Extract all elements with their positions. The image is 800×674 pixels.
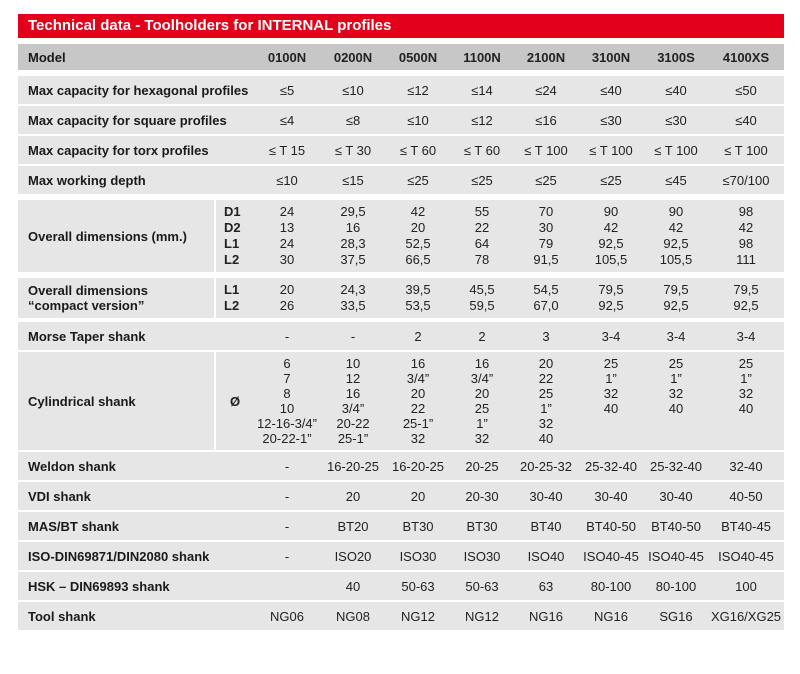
cell-value: ISO30 xyxy=(450,542,514,572)
cell-value: BT40 xyxy=(514,512,578,542)
cell-value: 42 xyxy=(738,220,754,235)
cell-value: 24 xyxy=(279,236,295,251)
row-label: Tool shank xyxy=(18,602,254,632)
cell-value: - xyxy=(320,322,386,352)
cell-value: ISO40-45 xyxy=(644,542,708,572)
cell-value: ≤16 xyxy=(514,106,578,136)
cell-value: 91,5 xyxy=(533,252,559,267)
cell-value: 50-63 xyxy=(450,572,514,602)
cell-value: 3/4” xyxy=(406,371,430,386)
cell-value: ≤5 xyxy=(254,76,320,106)
cell-value: 70 xyxy=(538,204,554,219)
cell-value: 6 xyxy=(283,356,291,371)
cell-value: 40 xyxy=(603,401,619,416)
cell-value: 3 xyxy=(514,322,578,352)
row-iso xyxy=(18,542,784,572)
row-torx xyxy=(18,136,784,166)
cell-value: ≤70/100 xyxy=(708,166,784,196)
row-label xyxy=(18,278,214,320)
table-title: Technical data - Toolholders for INTERNAL profiles xyxy=(18,14,784,38)
cell-value: 30 xyxy=(279,252,295,267)
cell-value: NG12 xyxy=(450,602,514,632)
cell-value: 25-1” xyxy=(337,431,369,446)
header-model-3100s: 3100S xyxy=(644,44,708,72)
cell-value: 20-22-1” xyxy=(262,431,312,446)
cell-value: ≤12 xyxy=(386,76,450,106)
cell-value: NG08 xyxy=(320,602,386,632)
cell-values xyxy=(578,352,644,452)
row-square xyxy=(18,106,784,136)
cell-value: BT40-50 xyxy=(578,512,644,542)
cell-value: 22 xyxy=(474,220,490,235)
cell-value: 25 xyxy=(474,401,490,416)
row-label: ISO-DIN69871/DIN2080 shank xyxy=(18,542,254,572)
header-model-0200n: 0200N xyxy=(320,44,386,72)
technical-data-table xyxy=(18,44,784,632)
row-overall xyxy=(18,200,784,274)
cell-value: - xyxy=(254,512,320,542)
cell-value: NG16 xyxy=(578,602,644,632)
cell-value: 20-22 xyxy=(336,416,370,431)
cell-value: 67,0 xyxy=(533,298,559,313)
cell-value: 25 xyxy=(538,386,554,401)
cell-value: ≤30 xyxy=(578,106,644,136)
cell-value: 25-32-40 xyxy=(578,452,644,482)
cell-value: 64 xyxy=(474,236,490,251)
header-model-4100xs: 4100XS xyxy=(708,44,784,72)
cell-values xyxy=(386,352,450,452)
cell-values xyxy=(450,200,514,274)
cell-value: 80-100 xyxy=(644,572,708,602)
cell-value: 7 xyxy=(283,371,291,386)
cell-value: ≤ T 100 xyxy=(514,136,578,166)
cell-values xyxy=(644,200,708,274)
cell-value: 92,5 xyxy=(663,298,689,313)
cell-value: ≤25 xyxy=(514,166,578,196)
cell-value: 12 xyxy=(345,371,361,386)
cell-value: 20 xyxy=(474,386,490,401)
row-label-line: Overall dimensions xyxy=(28,283,148,298)
sub-label: L2 xyxy=(224,298,240,313)
cell-value: BT30 xyxy=(386,512,450,542)
cell-values xyxy=(450,352,514,452)
cell-value: 16-20-25 xyxy=(386,452,450,482)
cell-values xyxy=(254,278,320,320)
cell-value: 40 xyxy=(668,401,684,416)
cell-value: 42 xyxy=(603,220,619,235)
cell-value: 3-4 xyxy=(644,322,708,352)
cell-value: ≤45 xyxy=(644,166,708,196)
cell-value: 25 xyxy=(668,356,684,371)
cell-value: ≤10 xyxy=(386,106,450,136)
cell-value: ISO40 xyxy=(514,542,578,572)
cell-value: 25-32-40 xyxy=(644,452,708,482)
cell-values xyxy=(450,278,514,320)
cell-value: 98 xyxy=(738,204,754,219)
header-row xyxy=(18,44,784,72)
cell-values xyxy=(320,200,386,274)
cell-value: 92,5 xyxy=(663,236,689,251)
cell-value: 52,5 xyxy=(405,236,431,251)
cell-value: 20 xyxy=(538,356,554,371)
cell-value: 13 xyxy=(279,220,295,235)
sub-labels xyxy=(214,200,254,274)
cell-value: ≤40 xyxy=(578,76,644,106)
row-label: Weldon shank xyxy=(18,452,254,482)
cell-value: ≤25 xyxy=(450,166,514,196)
cell-values xyxy=(708,200,784,274)
cell-value: 42 xyxy=(410,204,426,219)
cell-value: 10 xyxy=(345,356,361,371)
cell-value: 20-30 xyxy=(450,482,514,512)
row-cylindrical xyxy=(18,352,784,452)
cell-values xyxy=(708,278,784,320)
sub-label: L1 xyxy=(224,236,240,251)
cell-value: ISO30 xyxy=(386,542,450,572)
cell-value: 16 xyxy=(345,220,361,235)
cell-value: 37,5 xyxy=(340,252,366,267)
cell-value: ≤ T 15 xyxy=(254,136,320,166)
header-model-3100n: 3100N xyxy=(578,44,644,72)
cell-value: 3-4 xyxy=(578,322,644,352)
cell-value: 54,5 xyxy=(533,282,559,297)
row-label: Overall dimensions (mm.) xyxy=(18,200,214,274)
row-label: Max capacity for torx profiles xyxy=(18,136,254,166)
cell-values xyxy=(578,278,644,320)
cell-value: 2 xyxy=(450,322,514,352)
cell-value: 20 xyxy=(320,482,386,512)
cell-value: 59,5 xyxy=(469,298,495,313)
cell-value: - xyxy=(254,482,320,512)
cell-value: XG16/XG25 xyxy=(708,602,784,632)
cell-value: 22 xyxy=(410,401,426,416)
cell-value: ≤ T 60 xyxy=(450,136,514,166)
table-body xyxy=(18,44,784,632)
cell-value: ≤ T 60 xyxy=(386,136,450,166)
cell-value: ≤8 xyxy=(320,106,386,136)
cell-value: 79,5 xyxy=(598,282,624,297)
cell-value: ≤ T 100 xyxy=(578,136,644,166)
cell-value: ≤25 xyxy=(386,166,450,196)
cell-value: 53,5 xyxy=(405,298,431,313)
sub-labels xyxy=(214,278,254,320)
cell-value: 45,5 xyxy=(469,282,495,297)
cell-value: 8 xyxy=(283,386,291,401)
cell-value: BT40-45 xyxy=(708,512,784,542)
cell-value: 25 xyxy=(738,356,754,371)
cell-value: - xyxy=(254,322,320,352)
sub-label: L1 xyxy=(224,282,240,297)
header-model-0100n: 0100N xyxy=(254,44,320,72)
cell-value: 1” xyxy=(540,401,552,416)
cell-value: BT40-50 xyxy=(644,512,708,542)
cell-value: ≤10 xyxy=(320,76,386,106)
cell-value: 20 xyxy=(410,386,426,401)
row-label: Morse Taper shank xyxy=(18,322,254,352)
cell-value: 55 xyxy=(474,204,490,219)
cell-value: 25-1” xyxy=(402,416,434,431)
cell-values xyxy=(254,200,320,274)
header-model-label: Model xyxy=(18,44,254,72)
cell-values xyxy=(644,352,708,452)
cell-values xyxy=(514,200,578,274)
row-label: Cylindrical shank xyxy=(18,352,214,452)
cell-value: 3-4 xyxy=(708,322,784,352)
row-label: Max working depth xyxy=(18,166,254,196)
row-label: Max capacity for square profiles xyxy=(18,106,254,136)
cell-value: ISO20 xyxy=(320,542,386,572)
cell-value: 30-40 xyxy=(514,482,578,512)
row-label: MAS/BT shank xyxy=(18,512,254,542)
cell-value: 20 xyxy=(410,220,426,235)
cell-value: SG16 xyxy=(644,602,708,632)
cell-value: 29,5 xyxy=(340,204,366,219)
sub-label: D1 xyxy=(224,204,241,219)
cell-value: 100 xyxy=(708,572,784,602)
cell-value: 32 xyxy=(410,431,426,446)
cell-value: 20 xyxy=(279,282,295,297)
row-weldon xyxy=(18,452,784,482)
cell-value: 92,5 xyxy=(598,298,624,313)
cell-values xyxy=(514,278,578,320)
cell-value: ≤10 xyxy=(254,166,320,196)
cell-value: 40 xyxy=(320,572,386,602)
cell-value: ≤ T 100 xyxy=(644,136,708,166)
cell-value: 32 xyxy=(474,431,490,446)
cell-value: 10 xyxy=(279,401,295,416)
cell-value: 30-40 xyxy=(578,482,644,512)
cell-value: 16 xyxy=(345,386,361,401)
cell-value: ≤12 xyxy=(450,106,514,136)
cell-value: 16 xyxy=(474,356,490,371)
cell-values xyxy=(254,352,320,452)
cell-value: 40 xyxy=(738,401,754,416)
header-model-2100n: 2100N xyxy=(514,44,578,72)
row-hex xyxy=(18,76,784,106)
cell-value: 50-63 xyxy=(386,572,450,602)
cell-value: ≤40 xyxy=(644,76,708,106)
cell-value: ≤25 xyxy=(578,166,644,196)
cell-value: 32 xyxy=(738,386,754,401)
cell-value: 33,5 xyxy=(340,298,366,313)
cell-value: ≤24 xyxy=(514,76,578,106)
cell-value: ≤50 xyxy=(708,76,784,106)
cell-value: 79,5 xyxy=(663,282,689,297)
cell-value: 12-16-3/4” xyxy=(257,416,317,431)
sub-label: L2 xyxy=(224,252,240,267)
cell-value: 111 xyxy=(736,252,756,267)
cell-value: 30-40 xyxy=(644,482,708,512)
cell-value: ≤15 xyxy=(320,166,386,196)
cell-value: 92,5 xyxy=(598,236,624,251)
row-hsk xyxy=(18,572,784,602)
row-compact xyxy=(18,278,784,320)
cell-value: BT30 xyxy=(450,512,514,542)
cell-value: 39,5 xyxy=(405,282,431,297)
cell-value: 1” xyxy=(605,371,617,386)
cell-value: 98 xyxy=(738,236,754,251)
row-depth xyxy=(18,166,784,196)
cell-value: 80-100 xyxy=(578,572,644,602)
cell-values xyxy=(386,200,450,274)
cell-value xyxy=(254,572,320,602)
cell-value: NG16 xyxy=(514,602,578,632)
cell-values xyxy=(644,278,708,320)
cell-value: ISO40-45 xyxy=(578,542,644,572)
cell-value: 22 xyxy=(538,371,554,386)
cell-value: 32-40 xyxy=(708,452,784,482)
cell-values xyxy=(386,278,450,320)
cell-value: 3/4” xyxy=(341,401,365,416)
cell-value: ≤14 xyxy=(450,76,514,106)
cell-value: ≤30 xyxy=(644,106,708,136)
row-mas xyxy=(18,512,784,542)
cell-value: 30 xyxy=(538,220,554,235)
row-label: HSK – DIN69893 shank xyxy=(18,572,254,602)
cell-value: 90 xyxy=(668,204,684,219)
cell-value: 20 xyxy=(386,482,450,512)
cell-values xyxy=(578,200,644,274)
cell-value: 3/4” xyxy=(470,371,494,386)
cell-value: NG12 xyxy=(386,602,450,632)
cell-value: 66,5 xyxy=(405,252,431,267)
row-label: VDI shank xyxy=(18,482,254,512)
header-model-0500n: 0500N xyxy=(386,44,450,72)
cell-value: 42 xyxy=(668,220,684,235)
cell-value: 1” xyxy=(670,371,682,386)
cell-value: 92,5 xyxy=(733,298,759,313)
row-vdi xyxy=(18,482,784,512)
cell-values xyxy=(514,352,578,452)
cell-value: 1” xyxy=(476,416,488,431)
cell-value: ≤ T 100 xyxy=(708,136,784,166)
cell-value: 78 xyxy=(474,252,490,267)
row-label-line: “compact version” xyxy=(28,298,145,313)
cell-value: 40-50 xyxy=(708,482,784,512)
cell-value: 28,3 xyxy=(340,236,366,251)
cell-values xyxy=(320,278,386,320)
cell-value: 32 xyxy=(538,416,554,431)
cell-value: 105,5 xyxy=(659,252,693,267)
cell-value: 24 xyxy=(279,204,295,219)
cell-value: 79,5 xyxy=(733,282,759,297)
sub-label: D2 xyxy=(224,220,241,235)
cell-value: 2 xyxy=(386,322,450,352)
cell-value: - xyxy=(254,542,320,572)
cell-value: 79 xyxy=(538,236,554,251)
cell-value: 63 xyxy=(514,572,578,602)
cell-values xyxy=(320,352,386,452)
row-label: Max capacity for hexagonal profiles xyxy=(18,76,254,106)
cell-values xyxy=(708,352,784,452)
cell-value: NG06 xyxy=(254,602,320,632)
cell-value: 16 xyxy=(410,356,426,371)
cell-value: 40 xyxy=(538,431,554,446)
row-tool xyxy=(18,602,784,632)
cell-value: 1” xyxy=(740,371,752,386)
row-morse xyxy=(18,322,784,352)
header-model-1100n: 1100N xyxy=(450,44,514,72)
cell-value: BT20 xyxy=(320,512,386,542)
cell-value: 26 xyxy=(279,298,295,313)
sub-labels: Ø xyxy=(214,352,254,452)
cell-value: 24,3 xyxy=(340,282,366,297)
cell-value: 20-25-32 xyxy=(514,452,578,482)
cell-value: 25 xyxy=(603,356,619,371)
cell-value: - xyxy=(254,452,320,482)
cell-value: 105,5 xyxy=(594,252,628,267)
cell-value: 20-25 xyxy=(450,452,514,482)
cell-value: ≤40 xyxy=(708,106,784,136)
cell-value: 32 xyxy=(603,386,619,401)
cell-value: ≤ T 30 xyxy=(320,136,386,166)
cell-value: ISO40-45 xyxy=(708,542,784,572)
cell-value: 16-20-25 xyxy=(320,452,386,482)
cell-value: 90 xyxy=(603,204,619,219)
cell-value: ≤4 xyxy=(254,106,320,136)
cell-value: 32 xyxy=(668,386,684,401)
